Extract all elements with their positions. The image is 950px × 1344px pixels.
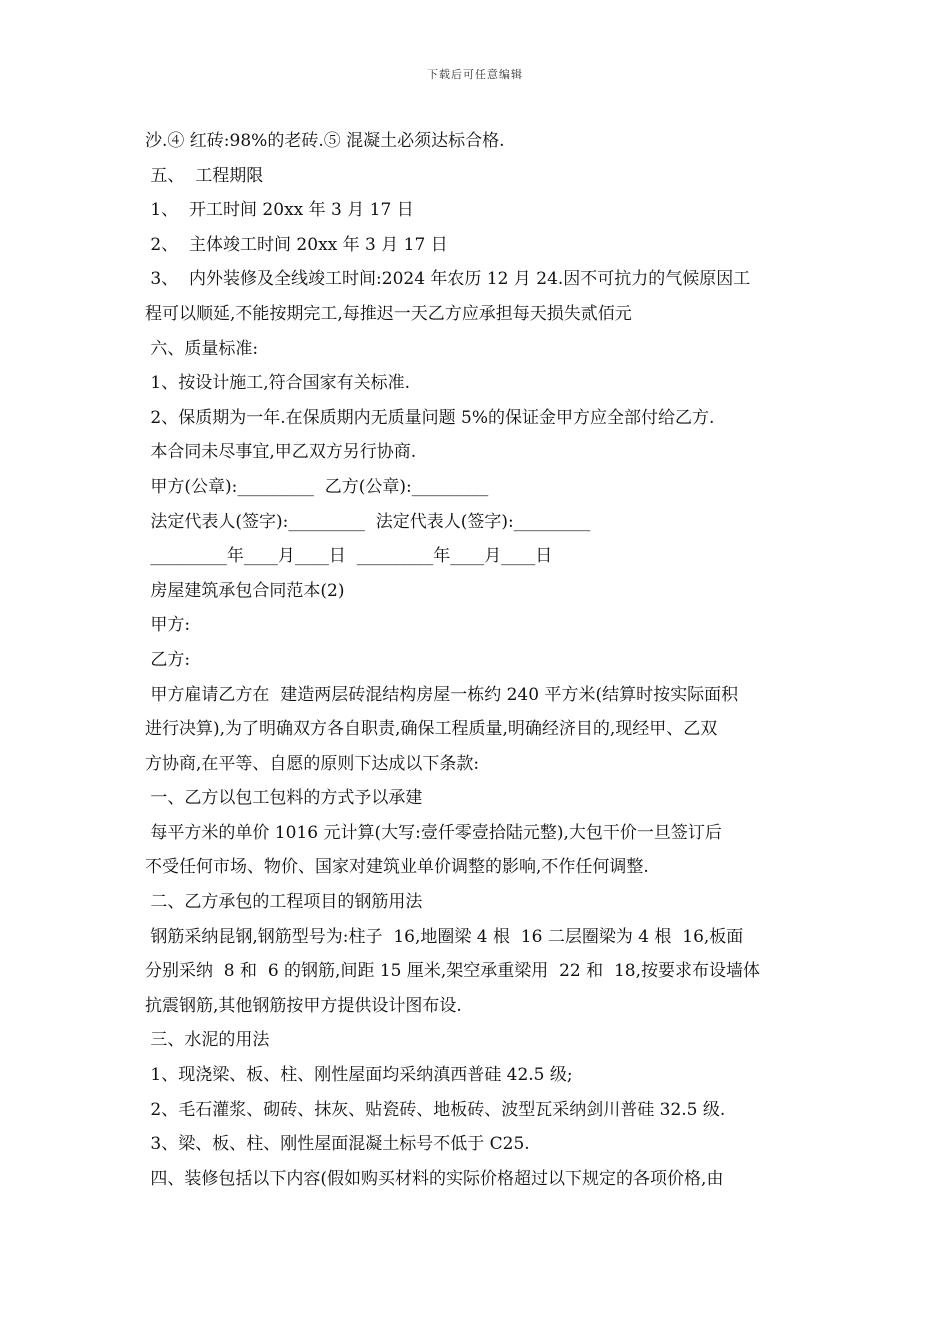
- text-line: 六、质量标准:: [145, 338, 259, 359]
- document-body: [145, 124, 815, 1196]
- text-line: 1、按设计施工,符合国家有关标准.: [145, 373, 411, 394]
- text-line: 2、保质期为一年.在保质期内无质量问题 5%的保证金甲方应全部付给乙方.: [145, 407, 715, 428]
- text-line: 1、 开工时间 20xx 年 3 月 17 日: [145, 200, 414, 221]
- signature-line: 法定代表人(签字):_________ 法定代表人(签字):_________: [145, 511, 591, 532]
- text-line: 3、 内外装修及全线竣工时间:2024 年农历 12 月 24.因不可抗力的气候原因工: [145, 269, 751, 290]
- text-line: 三、水泥的用法: [145, 1030, 270, 1051]
- text-line: 2、 主体竣工时间 20xx 年 3 月 17 日: [145, 234, 448, 255]
- text-line: 进行决算),为了明确双方各自职责,确保工程质量,明确经济目的,现经甲、乙双: [145, 719, 718, 740]
- text-line: 每平方米的单价 1016 元计算(大写:壹仟零壹拾陆元整),大包干价一旦签订后: [145, 822, 722, 843]
- text-line: 沙.④ 红砖:98%的老砖.⑤ 混凝土必须达标合格.: [145, 131, 505, 151]
- text-line: 3、梁、板、柱、刚性屋面混凝土标号不低于 C25.: [145, 1134, 530, 1155]
- text-line: 抗震钢筋,其他钢筋按甲方提供设计图布设.: [145, 995, 462, 1016]
- text-line: 二、乙方承包的工程项目的钢筋用法: [145, 892, 423, 913]
- text-line: 一、乙方以包工包料的方式予以承建: [145, 788, 423, 809]
- text-line: 五、 工程期限: [145, 165, 264, 186]
- text-line: 程可以顺延,不能按期完工,每推迟一天乙方应承担每天损失贰佰元: [145, 303, 632, 324]
- text-line: 不受任何市场、物价、国家对建筑业单价调整的影响,不作任何调整.: [145, 857, 649, 878]
- text-line: 钢筋采纳昆钢,钢筋型号为:柱子 16,地圈梁 4 根 16 二层圈梁为 4 根 16,板面: [145, 926, 744, 947]
- text-line: 2、毛石灌浆、砌砖、抹灰、贴瓷砖、地板砖、波型瓦采纳剑川普硅 32.5 级.: [145, 1099, 726, 1120]
- text-line: 甲方:: [145, 615, 191, 636]
- text-line: 乙方:: [145, 649, 191, 670]
- date-line: _________年____月____日 _________年____月____日: [145, 546, 553, 567]
- text-line: 本合同未尽事宜,甲乙双方另行协商.: [145, 442, 417, 463]
- text-line: 方协商,在平等、自愿的原则下达成以下条款:: [145, 753, 480, 774]
- text-line: 分别采纳 8 和 6 的钢筋,间距 15 厘米,架空承重梁用 22 和 18,按要求布设墙体: [145, 961, 760, 982]
- text-line: 1、现浇梁、板、柱、刚性屋面均采纳滇西普硅 42.5 级;: [145, 1065, 573, 1086]
- text-line: 甲方雇请乙方在 建造两层砖混结构房屋一栋约 240 平方米(结算时按实际面积: [145, 684, 739, 705]
- section-title: 房屋建筑承包合同范本(2): [145, 580, 345, 601]
- signature-line: 甲方(公章):_________ 乙方(公章):_________: [145, 476, 489, 497]
- page-header: 下载后可任意编辑: [427, 68, 523, 81]
- text-line: 四、装修包括以下内容(假如购买材料的实际价格超过以下规定的各项价格,由: [145, 1168, 724, 1189]
